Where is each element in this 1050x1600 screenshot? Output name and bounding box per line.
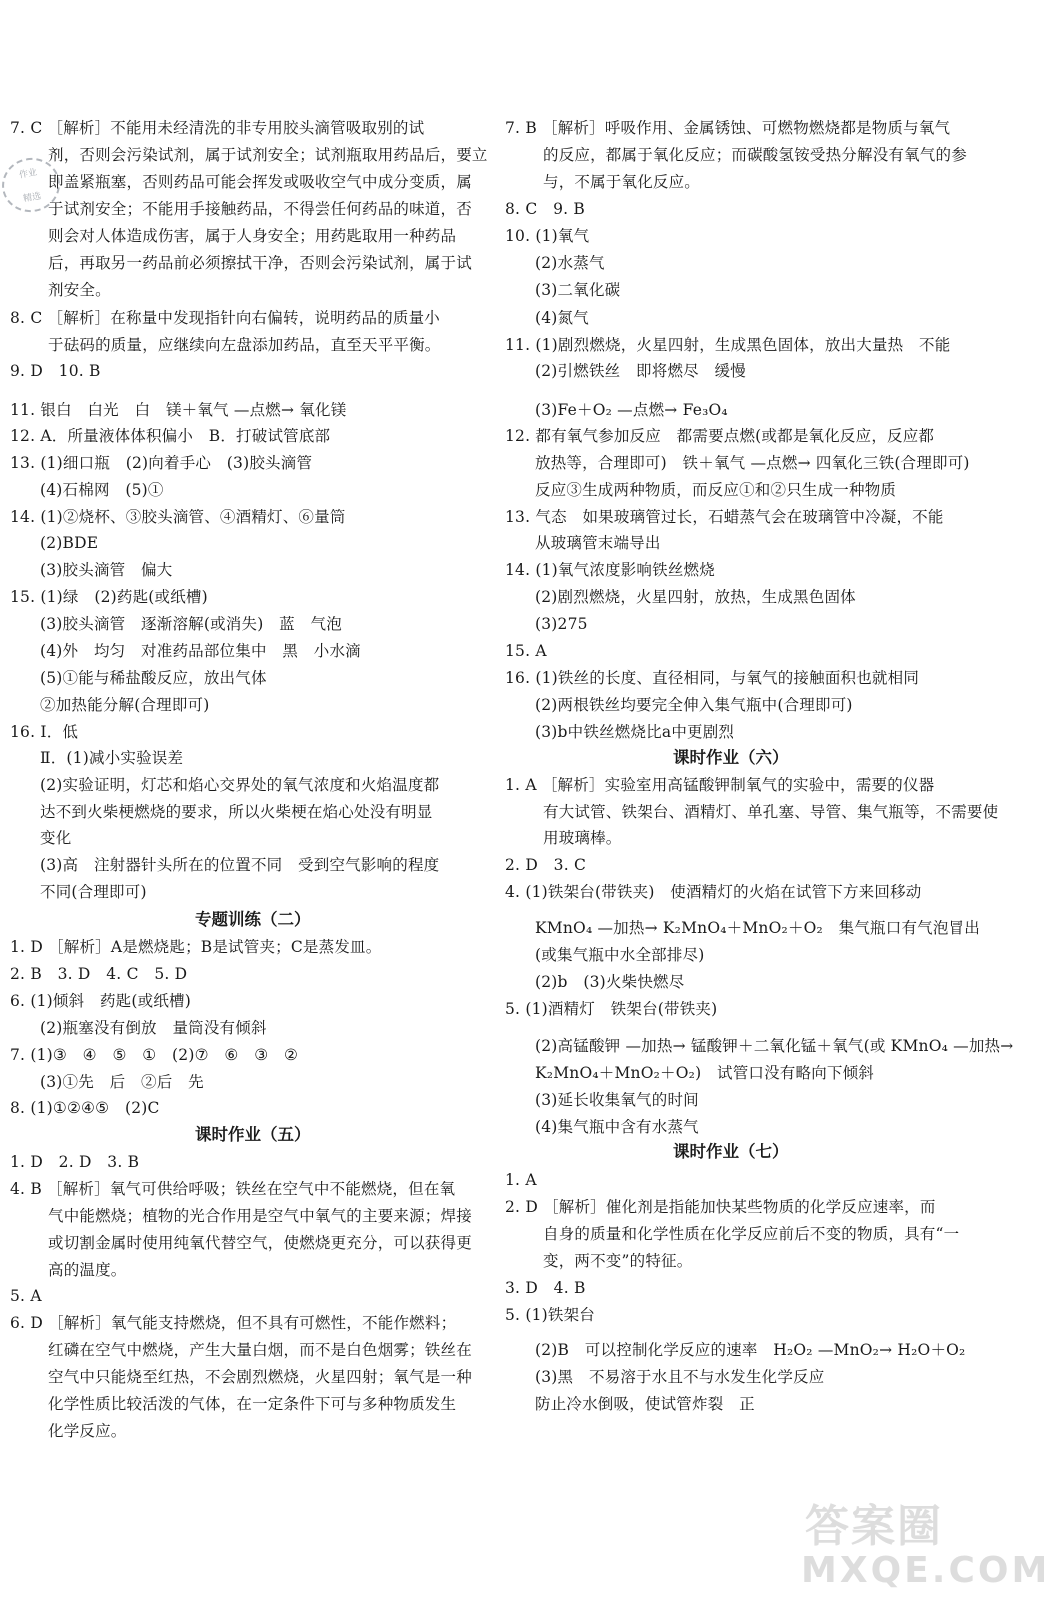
text-line: (2)水蒸气: [535, 254, 605, 272]
text-line: (3)b中铁丝燃烧比a中更剧烈: [535, 723, 735, 741]
text-line: 即盖紧瓶塞，否则药品可能会挥发或吸收空气中成分变质，属: [48, 173, 472, 191]
text-line: 16. (1)铁丝的长度、直径相同，与氧气的接触面积也就相同: [505, 669, 920, 687]
text-line: ②加热能分解(合理即可): [40, 696, 210, 714]
text-line: 16. Ⅰ．低: [10, 723, 79, 741]
text-line: 5. (1)酒精灯 铁架台(带铁夹): [505, 1000, 718, 1018]
text-line: 13. (1)细口瓶 (2)向着手心 (3)胶头滴管: [10, 454, 313, 472]
text-line: 5. (1)铁架台: [505, 1306, 595, 1324]
text-line: 8. (1)①②④⑤ (2)C: [10, 1099, 160, 1117]
text-line: 7. (1)③ ④ ⑤ ① (2)⑦ ⑥ ③ ②: [10, 1046, 299, 1064]
text-line: 14. (1)②烧杯、③胶头滴管、④酒精灯、⑥量筒: [10, 508, 346, 526]
text-line: (2)两根铁丝均要完全伸入集气瓶中(合理即可): [535, 696, 853, 714]
text-line: 剂，否则会污染试剂，属于试剂安全；试剂瓶取用药品后，要立: [48, 146, 488, 164]
text-line: (或集气瓶中水全部排尽): [535, 946, 705, 964]
text-line: 于砝码的质量，应继续向左盘添加药品，直至天平平衡。: [48, 336, 441, 354]
text-line: 于试剂安全；不能用手接触药品，不得尝任何药品的味道，否: [48, 200, 472, 218]
text-line: 空气中只能烧至红热，不会剧烈燃烧，火星四射；氧气是一种: [48, 1368, 472, 1386]
text-line: 防止冷水倒吸，使试管炸裂 正: [535, 1395, 755, 1413]
text-line: 10. (1)氧气: [505, 227, 590, 245]
text-line: 不同(合理即可): [40, 883, 147, 901]
text-line: 15. (1)绿 (2)药匙(或纸槽): [10, 588, 208, 606]
text-line: 14. (1)氧气浓度影响铁丝燃烧: [505, 561, 715, 579]
text-line: 4. (1)铁架台(带铁夹) 使酒精灯的火焰在试管下方来回移动: [505, 883, 922, 901]
text-line: 剂安全。: [48, 281, 111, 299]
text-line: 1. D 2. D 3. B: [10, 1153, 140, 1171]
text-line: 7. B ［解析］呼吸作用、金属锈蚀、可燃物燃烧都是物质与氧气: [505, 119, 951, 137]
text-line: (2)高锰酸钾 —加热→ 锰酸钾＋二氧化锰＋氧气(或 KMnO₄ —加热→: [535, 1037, 1014, 1055]
text-line: (3)①先 后 ②后 先: [40, 1073, 204, 1091]
text-line: 从玻璃管末端导出: [535, 534, 661, 552]
watermark-text: 答案圈: [805, 1501, 943, 1552]
text-line: 2. D ［解析］催化剂是指能加快某些物质的化学反应速率，而: [505, 1198, 936, 1216]
text-line: (3)275: [535, 615, 588, 633]
text-line: (4)氮气: [535, 309, 589, 327]
text-line: 或切割金属时使用纯氧代替空气，使燃烧更充分，可以获得更: [48, 1234, 472, 1252]
text-line: 反应③生成两种物质，而反应①和②只生成一种物质: [535, 481, 897, 499]
text-line: 与，不属于氧化反应。: [543, 173, 701, 191]
text-line: 1. A: [505, 1171, 537, 1189]
text-line: (3)高 注射器针头所在的位置不同 受到空气影响的程度: [40, 856, 440, 874]
text-line: 8. C 9. B: [505, 200, 585, 218]
text-line: 红磷在空气中燃烧，产生大量白烟，而不是白色烟雾；铁丝在: [48, 1341, 472, 1359]
text-line: 化学性质比较活泼的气体，在一定条件下可与多种物质发生: [48, 1395, 457, 1413]
text-line: 7. C ［解析］不能用未经清洗的非专用胶头滴管吸取别的试: [10, 119, 425, 137]
text-line: (2)剧烈燃烧，火星四射，放热，生成黑色固体: [535, 588, 856, 606]
section-heading: 专题训练（二）: [195, 910, 311, 929]
text-line: 11. (1)剧烈燃烧，火星四射，生成黑色固体，放出大量热 不能: [505, 336, 951, 354]
text-line: 9. D 10. B: [10, 362, 101, 380]
text-line: (2)引燃铁丝 即将燃尽 缓慢: [535, 362, 746, 380]
text-line: 化学反应。: [48, 1422, 127, 1440]
text-line: (3)二氧化碳: [535, 281, 621, 299]
text-line: (2)实验证明，灯芯和焰心交界处的氧气浓度和火焰温度都: [40, 776, 440, 794]
text-line: 2. B 3. D 4. C 5. D: [10, 965, 188, 983]
text-line: K₂MnO₄＋MnO₂＋O₂) 试管口没有略向下倾斜: [535, 1064, 875, 1082]
text-line: 3. D 4. B: [505, 1279, 586, 1297]
text-line: (3)胶头滴管 逐渐溶解(或消失) 蓝 气泡: [40, 615, 342, 633]
text-line: (4)外 均匀 对准药品部位集中 黑 小水滴: [40, 642, 361, 660]
text-line: 则会对人体造成伤害，属于人身安全；用药匙取用一种药品: [48, 227, 457, 245]
text-line: (2)b (3)火柴快燃尽: [535, 973, 685, 991]
text-line: KMnO₄ —加热→ K₂MnO₄＋MnO₂＋O₂ 集气瓶口有气泡冒出: [535, 919, 980, 937]
text-line: 11. 银白 白光 白 镁＋氧气 —点燃→ 氧化镁: [10, 401, 347, 419]
text-line: 变化: [40, 829, 72, 847]
text-line: (5)①能与稀盐酸反应，放出气体: [40, 669, 267, 687]
text-line: 1. A ［解析］实验室用高锰酸钾制氧气的实验中，需要的仪器: [505, 776, 935, 794]
text-line: (3)Fe＋O₂ —点燃→ Fe₃O₄: [535, 401, 728, 419]
stamp-text-top: 作业: [18, 167, 38, 181]
text-line: 气中能燃烧；植物的光合作用是空气中氧气的主要来源；焊接: [48, 1207, 472, 1225]
text-line: 5. A: [10, 1287, 42, 1305]
text-line: (4)石棉网 (5)①: [40, 481, 164, 499]
text-line: 4. B ［解析］氧气可供给呼吸；铁丝在空气中不能燃烧，但在氧: [10, 1180, 456, 1198]
text-line: (2)BDE: [40, 534, 99, 552]
text-line: (2)瓶塞没有倒放 量筒没有倾斜: [40, 1019, 267, 1037]
text-line: 达不到火柴梗燃烧的要求，所以火柴梗在焰心处没有明显: [40, 803, 433, 821]
stamp-text-bottom: 精选: [22, 191, 43, 205]
text-line: 15. A: [505, 642, 547, 660]
text-line: 6. (1)倾斜 药匙(或纸槽): [10, 992, 191, 1010]
text-line: 1. D ［解析］A是燃烧匙；B是试管夹；C是蒸发皿。: [10, 938, 382, 956]
text-line: (4)集气瓶中含有水蒸气: [535, 1118, 699, 1136]
text-line: 12. 都有氧气参加反应 都需要点燃(或都是氧化反应，反应都: [505, 427, 935, 445]
text-line: 高的温度。: [48, 1261, 127, 1279]
section-heading: 课时作业（七）: [673, 1142, 789, 1161]
text-line: 6. D ［解析］氧气能支持燃烧，但不具有可燃性，不能作燃料；: [10, 1314, 457, 1332]
text-line: 12. A．所量液体体积偏小 B．打破试管底部: [10, 427, 331, 445]
text-line: (2)B 可以控制化学反应的速率 H₂O₂ —MnO₂→ H₂O＋O₂: [535, 1341, 966, 1359]
text-line: 的反应，都属于氧化反应；而碳酸氢铵受热分解没有氧气的参: [543, 146, 967, 164]
text-line: 13. 气态 如果玻璃管过长，石蜡蒸气会在玻璃管中冷凝，不能: [505, 508, 944, 526]
text-line: 放热等，合理即可) 铁＋氧气 —点燃→ 四氧化三铁(合理即可): [535, 454, 970, 472]
text-line: 自身的质量和化学性质在化学反应前后不变的物质，具有“一: [543, 1225, 960, 1243]
section-heading: 课时作业（六）: [673, 748, 789, 767]
text-line: (3)延长收集氧气的时间: [535, 1091, 699, 1109]
text-line: (3)黑 不易溶于水且不与水发生化学反应: [535, 1368, 825, 1386]
text-line: 变，两不变”的特征。: [543, 1252, 693, 1270]
text-line: 2. D 3. C: [505, 856, 587, 874]
watermark-url: MXQE.COM: [801, 1550, 1050, 1591]
text-line: 8. C ［解析］在称量中发现指针向右偏转，说明药品的质量小: [10, 309, 441, 327]
text-line: Ⅱ．(1)减小实验误差: [40, 749, 184, 767]
text-line: 有大试管、铁架台、酒精灯、单孔塞、导管、集气瓶等，不需要使: [543, 803, 999, 821]
section-heading: 课时作业（五）: [195, 1125, 311, 1144]
text-line: (3)胶头滴管 偏大: [40, 561, 173, 579]
text-line: 后，再取另一药品前必须擦拭干净，否则会污染试剂，属于试: [48, 254, 472, 272]
text-line: 用玻璃棒。: [543, 829, 622, 847]
watermark-logo: [775, 1490, 1050, 1598]
